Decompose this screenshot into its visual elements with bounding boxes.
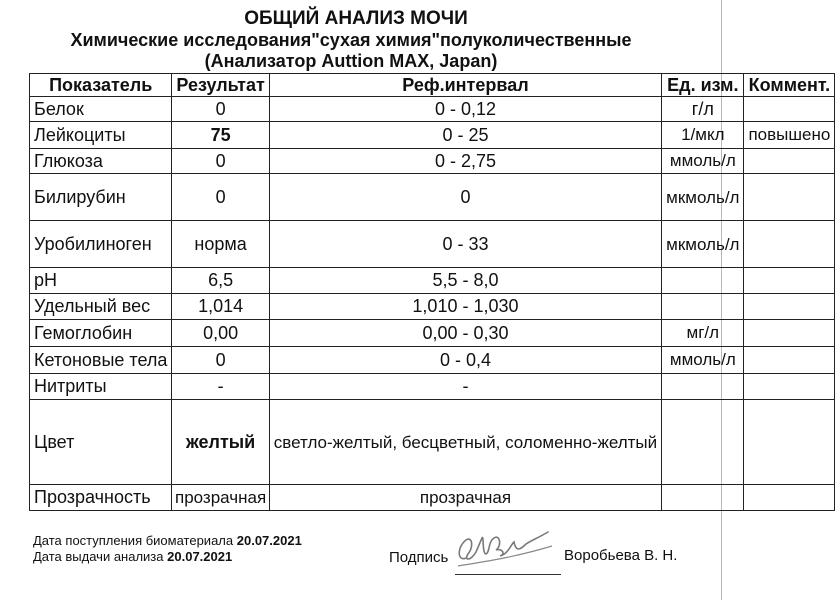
received-label: Дата поступления биоматериала bbox=[33, 533, 234, 548]
table-row bbox=[30, 347, 835, 374]
report-subtitle: Химические исследования"сухая химия"полуколичественные bbox=[70, 30, 632, 50]
row-result: 0,00 bbox=[172, 320, 269, 347]
received-date: 20.07.2021 bbox=[236, 533, 302, 548]
row-comment bbox=[744, 221, 835, 268]
row-reference: 0 - 2,75 bbox=[269, 149, 661, 174]
row-unit: ммоль/л bbox=[662, 149, 744, 174]
row-comment bbox=[744, 97, 835, 122]
row-result: желтый bbox=[172, 400, 269, 485]
table-row bbox=[30, 221, 835, 268]
results-table bbox=[29, 73, 835, 511]
row-comment bbox=[744, 320, 835, 347]
row-comment bbox=[744, 268, 835, 294]
row-comment bbox=[744, 347, 835, 374]
row-result: 75 bbox=[172, 122, 269, 149]
row-result: 0 bbox=[172, 174, 269, 221]
column-header-indicator: Показатель bbox=[30, 74, 172, 97]
column-header-comment: Коммент. bbox=[744, 74, 835, 97]
row-result: 0 bbox=[172, 149, 269, 174]
row-unit: ммоль/л bbox=[662, 347, 744, 374]
table-row bbox=[30, 320, 835, 347]
row-reference: 0 - 0,12 bbox=[269, 97, 661, 122]
row-result: 0 bbox=[172, 347, 269, 374]
row-comment: повышено bbox=[744, 122, 835, 149]
row-comment bbox=[744, 374, 835, 400]
row-unit: мкмоль/л bbox=[662, 174, 744, 221]
row-result: 0 bbox=[172, 97, 269, 122]
row-name: Удельный вес bbox=[30, 294, 172, 320]
table-row bbox=[30, 97, 835, 122]
row-name: Цвет bbox=[30, 400, 172, 485]
row-comment bbox=[744, 400, 835, 485]
row-unit bbox=[662, 294, 744, 320]
row-reference: - bbox=[269, 374, 661, 400]
table-row bbox=[30, 268, 835, 294]
row-comment bbox=[744, 149, 835, 174]
row-result: 6,5 bbox=[172, 268, 269, 294]
handwritten-signature bbox=[452, 524, 556, 574]
footer-dates bbox=[33, 533, 302, 565]
row-reference: прозрачная bbox=[269, 485, 661, 511]
column-header-result: Результат bbox=[172, 74, 269, 97]
row-result: норма bbox=[172, 221, 269, 268]
row-unit bbox=[662, 374, 744, 400]
row-name: Билирубин bbox=[30, 174, 172, 221]
row-reference: 0,00 - 0,30 bbox=[269, 320, 661, 347]
row-unit bbox=[662, 400, 744, 485]
row-reference: светло-желтый, бесцветный, соломенно-желтый bbox=[269, 400, 661, 485]
received-date-line bbox=[33, 533, 302, 549]
column-header-reference: Реф.интервал bbox=[269, 74, 661, 97]
row-reference: 0 bbox=[269, 174, 661, 221]
report-title: ОБЩИЙ АНАЛИЗ МОЧИ bbox=[244, 8, 468, 29]
row-unit: г/л bbox=[662, 97, 744, 122]
row-unit: 1/мкл bbox=[662, 122, 744, 149]
analyzer-name: (Анализатор Auttion MAX, Japan) bbox=[204, 51, 498, 71]
table-row bbox=[30, 374, 835, 400]
table-row bbox=[30, 149, 835, 174]
row-name: Прозрачность bbox=[30, 485, 172, 511]
row-reference: 0 - 25 bbox=[269, 122, 661, 149]
issued-date-line bbox=[33, 549, 302, 565]
row-name: Лейкоциты bbox=[30, 122, 172, 149]
row-name: Глюкоза bbox=[30, 149, 172, 174]
row-result: 1,014 bbox=[172, 294, 269, 320]
row-reference: 0 - 0,4 bbox=[269, 347, 661, 374]
signature-line bbox=[455, 574, 561, 575]
report-header bbox=[0, 8, 732, 72]
row-name: Гемоглобин bbox=[30, 320, 172, 347]
row-result: прозрачная bbox=[172, 485, 269, 511]
row-unit bbox=[662, 485, 744, 511]
signer-name: Воробьева В. Н. bbox=[564, 547, 678, 564]
table-header-row bbox=[30, 74, 835, 97]
column-header-unit: Ед. изм. bbox=[662, 74, 744, 97]
table-row bbox=[30, 122, 835, 149]
issued-date: 20.07.2021 bbox=[167, 549, 233, 564]
row-unit: мкмоль/л bbox=[662, 221, 744, 268]
table-row bbox=[30, 400, 835, 485]
table-row bbox=[30, 294, 835, 320]
row-reference: 1,010 - 1,030 bbox=[269, 294, 661, 320]
row-comment bbox=[744, 294, 835, 320]
row-unit bbox=[662, 268, 744, 294]
table-row bbox=[30, 174, 835, 221]
issued-label: Дата выдачи анализа bbox=[33, 549, 164, 564]
row-name: Нитриты bbox=[30, 374, 172, 400]
row-reference: 5,5 - 8,0 bbox=[269, 268, 661, 294]
row-name: Уробилиноген bbox=[30, 221, 172, 268]
row-comment bbox=[744, 485, 835, 511]
signature-label: Подпись bbox=[389, 549, 449, 566]
row-reference: 0 - 33 bbox=[269, 221, 661, 268]
row-name: Кетоновые тела bbox=[30, 347, 172, 374]
table-row bbox=[30, 485, 835, 511]
row-unit: мг/л bbox=[662, 320, 744, 347]
row-name: Белок bbox=[30, 97, 172, 122]
row-comment bbox=[744, 174, 835, 221]
row-result: - bbox=[172, 374, 269, 400]
row-name: pH bbox=[30, 268, 172, 294]
